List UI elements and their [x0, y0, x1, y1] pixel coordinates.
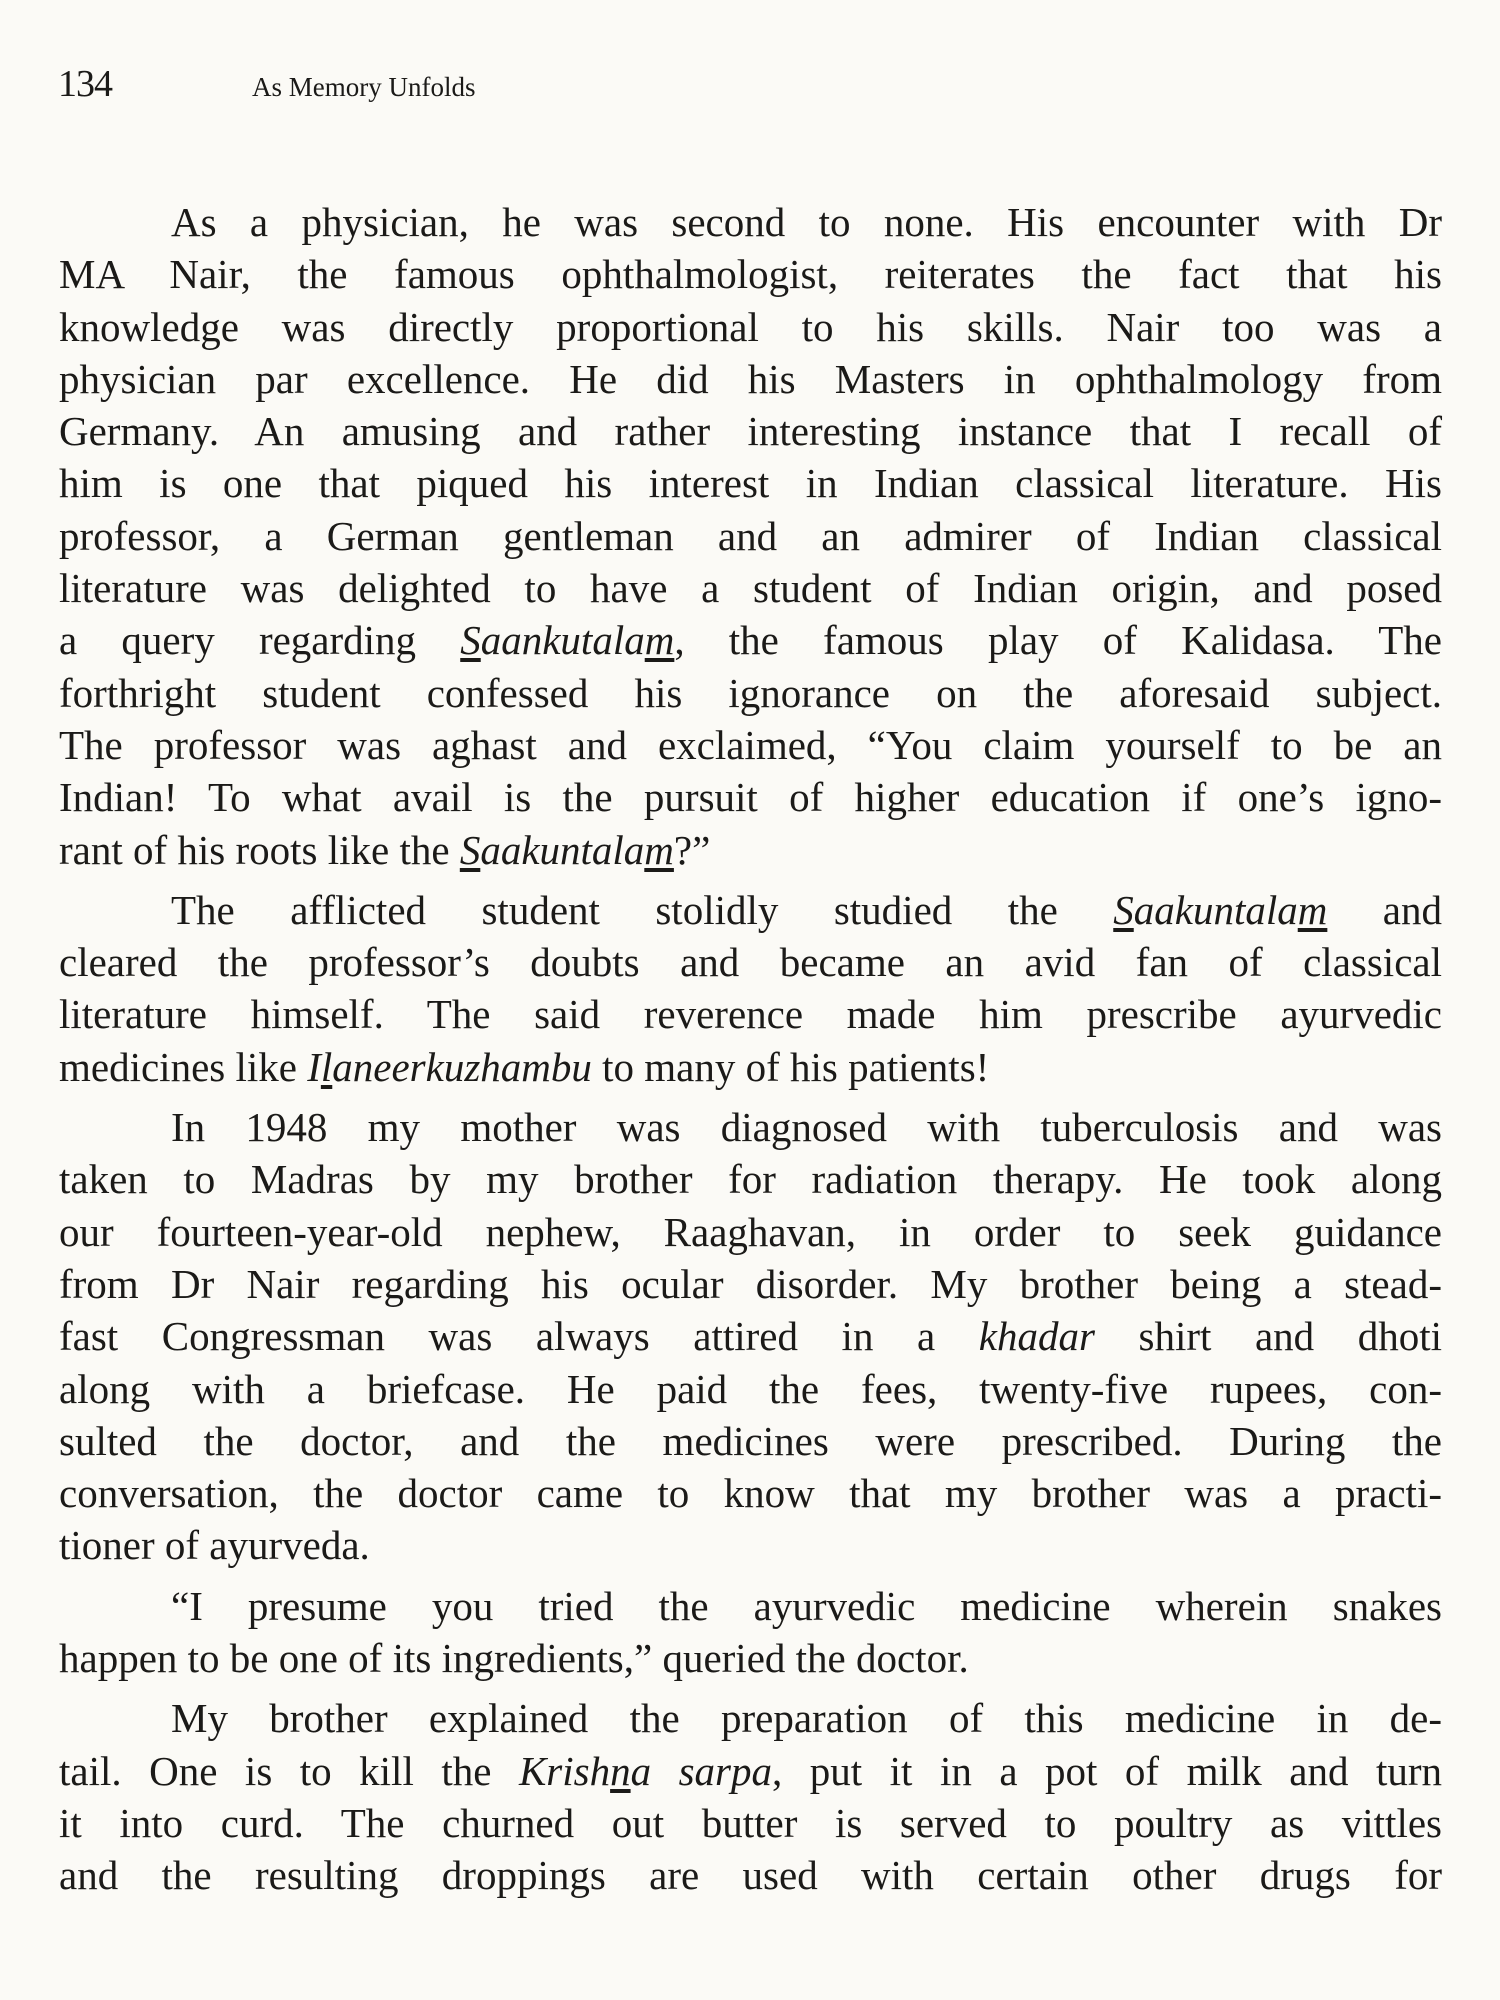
- text-segment: tail. One is to kill the: [59, 1747, 519, 1794]
- italic-term: m: [644, 617, 675, 664]
- text-segment: knowledge was directly proportional to his skills. Nair too was a: [59, 303, 1442, 350]
- text-segment: and: [1327, 886, 1442, 933]
- text-segment: physician par excellence. He did his Masters in ophthalmology from: [59, 355, 1442, 402]
- text-segment: conversation, the doctor came to know that my brother was a practi-: [59, 1470, 1442, 1517]
- text-segment: tioner of ayurveda.: [59, 1522, 370, 1569]
- italic-term: l: [320, 1043, 333, 1090]
- text-line: [59, 1258, 1442, 1310]
- text-segment: The afflicted student stolidly studied the: [171, 886, 1114, 933]
- text-line: [59, 1580, 1442, 1632]
- running-title: As Memory Unfolds: [252, 72, 476, 102]
- text-line: [59, 1101, 1442, 1153]
- italic-term: aankutala: [480, 617, 645, 664]
- paragraph: [59, 884, 1442, 1093]
- text-line: [59, 1153, 1442, 1205]
- italic-term: Krish: [518, 1747, 611, 1794]
- text-segment: a query regarding: [59, 617, 461, 664]
- italic-term: m: [644, 826, 674, 873]
- text-line: [59, 771, 1442, 823]
- text-segment: Germany. An amusing and rather interesting instance that I recall of: [59, 408, 1442, 455]
- text-segment: As a physician, he was second to none. His encounter with Dr: [171, 199, 1442, 245]
- text-segment: and the resulting droppings are used with certain other drugs for: [59, 1852, 1442, 1899]
- italic-term: n: [610, 1747, 631, 1794]
- text-line: [59, 884, 1442, 936]
- text-line: [59, 353, 1442, 405]
- text-segment: forthright student confessed his ignorance on the aforesaid subject.: [59, 669, 1442, 716]
- text-line: [59, 614, 1442, 666]
- text-segment: My brother explained the preparation of this medicine in de-: [171, 1695, 1442, 1742]
- text-segment: , put it in a pot of milk and turn: [772, 1747, 1442, 1794]
- italic-term: S: [460, 617, 481, 664]
- text-segment: medicines like: [59, 1043, 308, 1090]
- italic-term: m: [1297, 886, 1328, 933]
- text-line: [59, 1519, 1442, 1571]
- text-line: [59, 1041, 1442, 1093]
- text-segment: literature was delighted to have a student of Indian origin, and posed: [59, 565, 1442, 612]
- text-line: [59, 405, 1442, 457]
- text-segment: him is one that piqued his interest in Indian classical literature. His: [59, 460, 1442, 507]
- text-segment: along with a briefcase. He paid the fees, twenty-five rupees, con-: [59, 1365, 1442, 1412]
- text-segment: The professor was aghast and exclaimed, “You claim yourself to be an: [59, 721, 1442, 768]
- text-segment: shirt and dhoti: [1094, 1313, 1443, 1360]
- text-segment: professor, a German gentleman and an admirer of Indian classical: [59, 512, 1442, 559]
- italic-term: aneerkuzhambu: [332, 1043, 592, 1090]
- text-segment: ?”: [673, 826, 711, 873]
- body-text: [59, 196, 1442, 1902]
- text-segment: to many of his patients!: [591, 1043, 990, 1090]
- text-line: [59, 988, 1442, 1040]
- text-line: [59, 1632, 1442, 1684]
- text-line: [59, 562, 1442, 614]
- italic-term: S: [1113, 886, 1134, 933]
- paragraph: [59, 1580, 1442, 1685]
- text-line: [59, 301, 1442, 353]
- running-header: [58, 62, 476, 106]
- text-segment: it into curd. The churned out butter is served to poultry as vittles: [59, 1799, 1442, 1846]
- text-line: [59, 1206, 1442, 1258]
- italic-term: aakuntala: [480, 826, 645, 873]
- text-segment: In 1948 my mother was diagnosed with tuberculosis and was: [171, 1104, 1442, 1151]
- text-segment: “I presume you tried the ayurvedic medicine wherein snakes: [171, 1582, 1442, 1629]
- text-segment: MA Nair, the famous ophthalmologist, reiterates the fact that his: [59, 251, 1442, 298]
- text-line: [59, 667, 1442, 719]
- text-line: [59, 1363, 1442, 1415]
- text-line: [59, 1310, 1442, 1362]
- italic-term: khadar: [978, 1313, 1095, 1360]
- text-line: [59, 1745, 1442, 1797]
- text-line: [59, 824, 1442, 876]
- text-segment: cleared the professor’s doubts and became an avid fan of classical: [59, 939, 1442, 986]
- text-line: [59, 1692, 1442, 1744]
- text-segment: , the famous play of Kalidasa. The: [674, 617, 1442, 664]
- text-line: [59, 1415, 1442, 1467]
- text-line: [59, 936, 1442, 988]
- text-segment: fast Congressman was always attired in a: [59, 1313, 979, 1360]
- text-segment: sulted the doctor, and the medicines were prescribed. During the: [59, 1417, 1442, 1464]
- text-segment: from Dr Nair regarding his ocular disorder. My brother being a stead-: [59, 1260, 1442, 1307]
- italic-term: I: [307, 1043, 321, 1090]
- text-segment: happen to be one of its ingredients,” queried the doctor.: [59, 1635, 969, 1682]
- text-line: [59, 1849, 1442, 1901]
- italic-term: S: [459, 826, 481, 873]
- text-line: [59, 248, 1442, 300]
- text-segment: our fourteen-year-old nephew, Raaghavan, in order to seek guidance: [59, 1208, 1442, 1255]
- page-number: 134: [58, 63, 112, 105]
- text-line: [59, 1467, 1442, 1519]
- text-line: [59, 510, 1442, 562]
- italic-term: aakuntala: [1133, 886, 1298, 933]
- text-line: [59, 196, 1442, 248]
- italic-term: a sarpa: [630, 1747, 773, 1794]
- paragraph: [59, 1692, 1442, 1901]
- paragraph: [59, 196, 1442, 876]
- text-segment: literature himself. The said reverence made him prescribe ayurvedic: [59, 991, 1442, 1038]
- text-segment: rant of his roots like the: [59, 826, 460, 873]
- text-segment: taken to Madras by my brother for radiation therapy. He took along: [59, 1156, 1442, 1203]
- text-line: [59, 1797, 1442, 1849]
- text-line: [59, 457, 1442, 509]
- text-line: [59, 719, 1442, 771]
- paragraph: [59, 1101, 1442, 1572]
- text-segment: Indian! To what avail is the pursuit of higher education if one’s igno-: [59, 774, 1442, 821]
